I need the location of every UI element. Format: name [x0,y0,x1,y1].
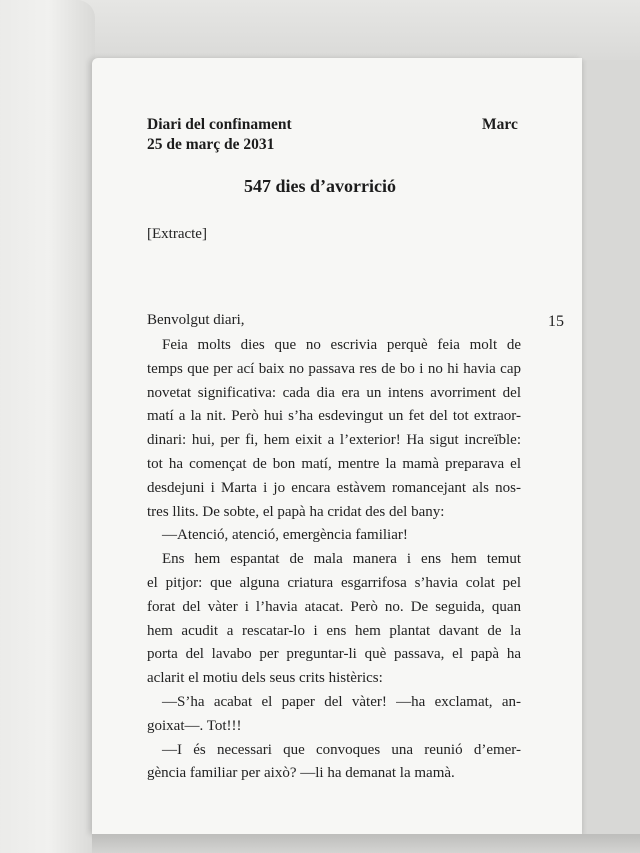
book-title: Diari del confinament [147,116,292,133]
body-line: matí a la nit. Però hui s’ha esdevingut un fet del tot extraor- [147,408,521,425]
left-page-edge [0,0,95,853]
body-line: forat del vàter i l’havia atacat. Però no. De seguida, quan [147,598,521,615]
body-line: gència familiar per això? —li ha demanat la mamà. [147,765,455,782]
body-line: tot ha començat de bon matí, mentre la mamà preparava el [147,455,521,472]
body-line: Ens hem espantat de mala manera i ens hem temut [162,551,521,568]
body-line: goixat—. Tot!!! [147,717,242,734]
author-name: Marc [482,116,518,133]
body-line: —Atenció, atenció, emergència familiar! [162,527,408,544]
body-line: novetat significativa: cada dia era un intens avorriment del [147,384,521,401]
excerpt-label: [Extracte] [147,226,207,242]
page-number: 15 [548,313,564,330]
body-line: Feia molts dies que no escrivia perquè feia molt de [162,337,521,353]
body-line: dinari: hui, per fi, hem eixit a l’exterior! Ha sigut increïble: [147,432,521,449]
body-line: desdejuni i Marta i jo encara estàvem romancejant als nos- [147,479,521,496]
background [0,0,640,60]
page-shadow [92,834,640,853]
body-line: —S’ha acabat el paper del vàter! —ha exclamat, an- [162,693,521,710]
body-line: temps que per ací baix no passava res de bo i no hi havia cap [147,360,521,377]
body-line: aclarit el motiu dels seus crits histèrics: [147,670,383,687]
body-line: el pitjor: que alguna criatura esgarrifosa s’havia colat pel [147,574,521,591]
greeting: Benvolgut diari, [147,312,245,328]
body-text [147,334,521,786]
chapter-title: 547 dies d’avorrició [244,176,396,196]
entry-date: 25 de març de 2031 [147,136,275,153]
body-line: hem acudit a rescatar-lo i ens hem plantat davant de la [147,622,521,639]
body-line: porta del lavabo per preguntar-li què passava, el papà ha [147,646,521,663]
body-line: tres llits. De sobte, el papà ha cridat des del bany: [147,503,445,520]
body-line: —I és necessari que convoques una reunió d’emer- [162,741,521,758]
